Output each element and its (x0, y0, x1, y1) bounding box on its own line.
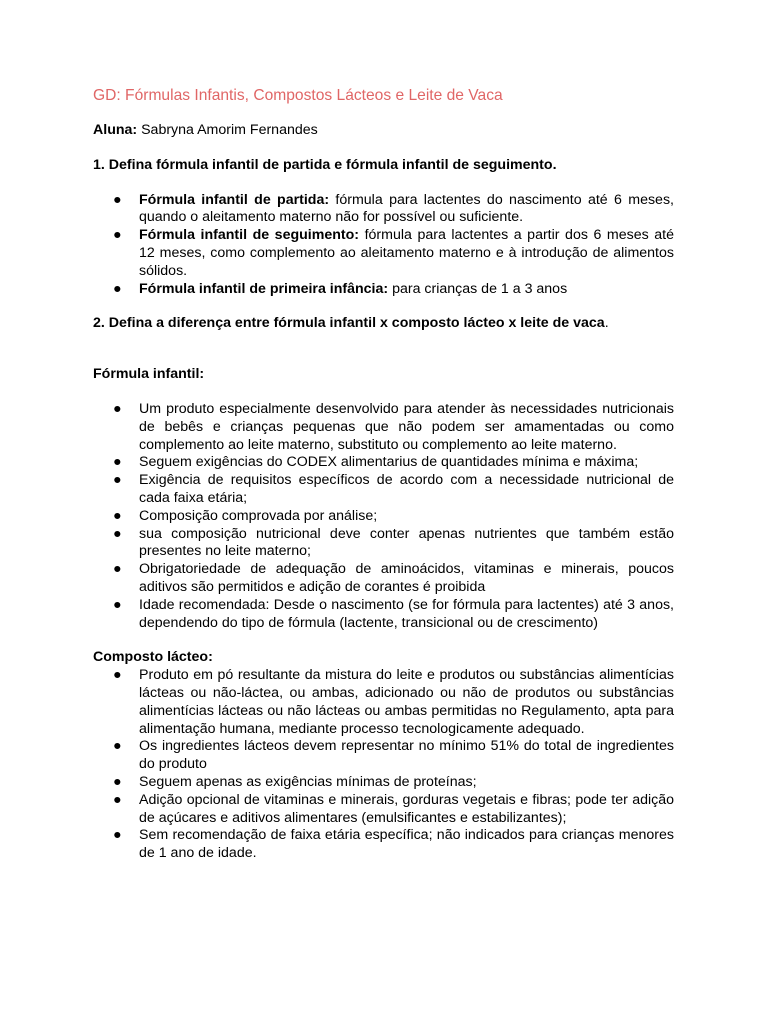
list-item-text: Composição comprovada por análise; (139, 507, 378, 524)
bullet-icon: ● (113, 827, 122, 844)
list-item (93, 526, 674, 562)
bullet-icon: ● (113, 400, 122, 417)
formula-infantil-list (93, 401, 674, 632)
student-name: Sabryna Amorim Fernandes (141, 122, 318, 138)
question-2-heading-text: 2. Defina a diferença entre fórmula infantil x composto lácteo x leite de vaca (93, 315, 605, 332)
list-item (93, 227, 674, 280)
section-heading-text: Fórmula infantil: (93, 366, 205, 383)
list-item-text: Um produto especialmente desenvolvido para atender às necessidades nutricionais de bebês e crianças pequenas que não podem ser amamentadas ou como complemento ao leite materno, substituto ou complemento ao leite materno. (139, 400, 674, 453)
bullet-icon: ● (113, 472, 122, 489)
question-2-heading-end: . (604, 315, 609, 332)
section-heading-text: Composto lácteo: (93, 649, 213, 666)
list-item-term: Fórmula infantil de partida: (139, 191, 330, 208)
student-line (93, 122, 674, 140)
list-item-text: sua composição nutricional deve conter apenas nutrientes que também estão presentes no leite materno; (139, 525, 674, 560)
bullet-icon: ● (113, 561, 122, 578)
list-item (93, 774, 674, 792)
list-item-text: Seguem apenas as exigências mínimas de proteínas; (139, 773, 477, 790)
list-item-text: Idade recomendada: Desde o nascimento (se for fórmula para lactentes) até 3 anos, dependendo do tipo de fórmula (lactente, transicional ou de crescimento) (139, 596, 674, 631)
list-item (93, 667, 674, 738)
bullet-icon: ● (113, 191, 122, 208)
list-item (93, 508, 674, 526)
list-item-text: para crianças de 1 a 3 anos (392, 280, 568, 297)
bullet-icon: ● (113, 280, 122, 297)
question-1-heading-text: 1. Defina fórmula infantil de partida e fórmula infantil de seguimento. (93, 156, 557, 173)
list-item (93, 597, 674, 633)
document-title: GD: Fórmulas Infantis, Compostos Lácteos e Leite de Vaca (93, 87, 503, 104)
list-item (93, 281, 674, 299)
question-1-heading (93, 157, 674, 175)
list-item-text: Seguem exigências do CODEX alimentarius de quantidades mínima e máxima; (139, 454, 639, 471)
composto-lacteo-list (93, 667, 674, 863)
bullet-icon: ● (113, 507, 122, 524)
bullet-icon: ● (113, 773, 122, 790)
list-item-term: Fórmula infantil de seguimento: (139, 227, 360, 244)
section-heading-formula-infantil (93, 366, 674, 384)
list-item-text: fórmula para lactentes a partir dos 6 meses até 12 meses, como complemento ao aleitamento materno e à introdução de alimentos sólidos. (139, 227, 674, 279)
bullet-icon: ● (113, 738, 122, 755)
question-1-list (93, 192, 674, 299)
question-2-heading (93, 315, 674, 333)
list-item-text: Adição opcional de vitaminas e minerais, gorduras vegetais e fibras; pode ter adição de açúcares e aditivos alimentares (emulsificantes e estabilizantes); (139, 791, 674, 826)
list-item-text: fórmula para lactentes do nascimento até 6 meses, quando o aleitamento materno não for possível ou suficiente. (139, 191, 674, 226)
list-item-term: Fórmula infantil de primeira infância: (139, 280, 389, 297)
list-item-text: Produto em pó resultante da mistura do leite e produtos ou substâncias alimentícias lácteas ou não-láctea, ou ambas, adicionado ou não de produtos ou substâncias alimentícias lácteas ou não lácteas ou ambas permitidas no Regulamento, apta para alimentação humana, mediante processo tecnologicamente adequado. (139, 667, 674, 737)
student-label: Aluna: (93, 122, 138, 138)
list-item (93, 738, 674, 774)
bullet-icon: ● (113, 791, 122, 808)
section-heading-composto-lacteo (93, 649, 674, 667)
list-item (93, 561, 674, 597)
list-item (93, 827, 674, 863)
list-item (93, 454, 674, 472)
list-item-text: Exigência de requisitos específicos de acordo com a necessidade nutricional de cada faixa etária; (139, 472, 674, 506)
bullet-icon: ● (113, 454, 122, 471)
bullet-icon: ● (113, 227, 122, 244)
list-item-text: Sem recomendação de faixa etária específica; não indicados para crianças menores de 1 ano de idade. (139, 827, 674, 862)
list-item (93, 792, 674, 828)
bullet-icon: ● (113, 596, 122, 613)
list-item (93, 192, 674, 228)
list-item-text: Obrigatoriedade de adequação de aminoácidos, vitaminas e minerais, poucos aditivos são permitidos e adição de corantes é proibida (139, 561, 674, 595)
bullet-icon: ● (113, 667, 122, 684)
bullet-icon: ● (113, 525, 122, 542)
list-item-text: Os ingredientes lácteos devem representar no mínimo 51% do total de ingredientes do produto (139, 738, 674, 773)
list-item (93, 401, 674, 454)
list-item (93, 472, 674, 508)
